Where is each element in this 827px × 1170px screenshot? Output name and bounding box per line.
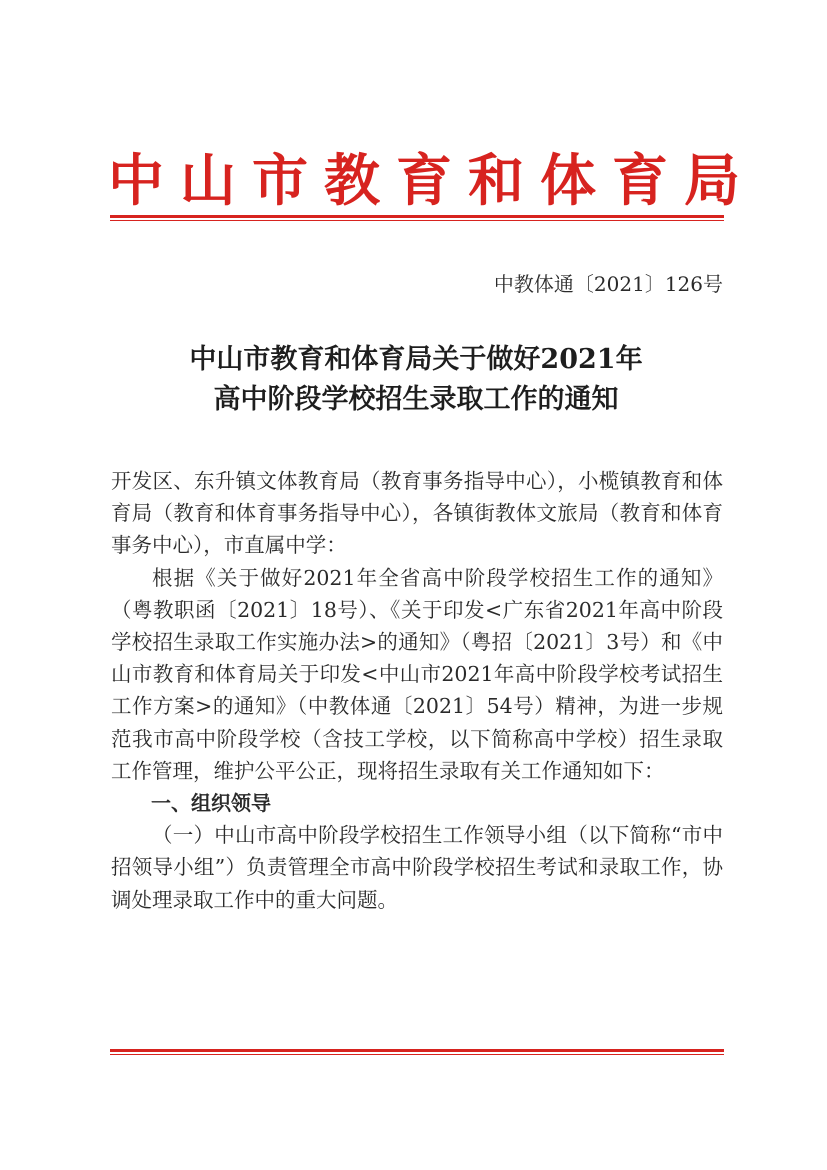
footer-divider-thin: [110, 1054, 724, 1055]
body-paragraph: 根据《关于做好2021年全省高中阶段学校招生工作的通知》（粤教职函〔2021〕18号）、《关于印发<广东省2021年高中阶段学校招生录取工作实施办法>的通知》（粤招〔2021〕3号）和《中山市教育和体育局关于印发<中山市2021年高中阶段学校考试招生工作方案>的通知》（中教体通〔2021〕54号）精神，为进一步规范我市高中阶段学校（含技工学校，以下简称高中学校）招生录取工作管理，维护公平公正，现将招生录取有关工作通知如下：: [111, 565, 723, 783]
footer-divider-thick: [110, 1049, 724, 1052]
document-title-line1: 中山市教育和体育局关于做好2021年: [189, 344, 643, 375]
document-body: [111, 465, 723, 916]
masthead-divider-thick: [110, 215, 724, 218]
section-item: （一）中山市高中阶段学校招生工作领导小组（以下简称“市中招领导小组”）负责管理全市高中阶段学校招生考试和录取工作，协调处理录取工作中的重大问题。: [111, 823, 723, 912]
addressees: 开发区、东升镇文体教育局（教育事务指导中心），小榄镇教育和体育局（教育和体育事务指导中心），各镇街教体文旅局（教育和体育事务中心），市直属中学：: [111, 469, 723, 558]
masthead-title: 中山市教育和体育局: [108, 148, 756, 214]
document-title: [108, 340, 724, 420]
document-number: 中教体通〔2021〕126号: [493, 272, 723, 296]
masthead-divider-thin: [110, 220, 724, 221]
document-title-line2: 高中阶段学校招生录取工作的通知: [213, 384, 619, 415]
section-heading: 一、组织领导: [151, 791, 271, 816]
